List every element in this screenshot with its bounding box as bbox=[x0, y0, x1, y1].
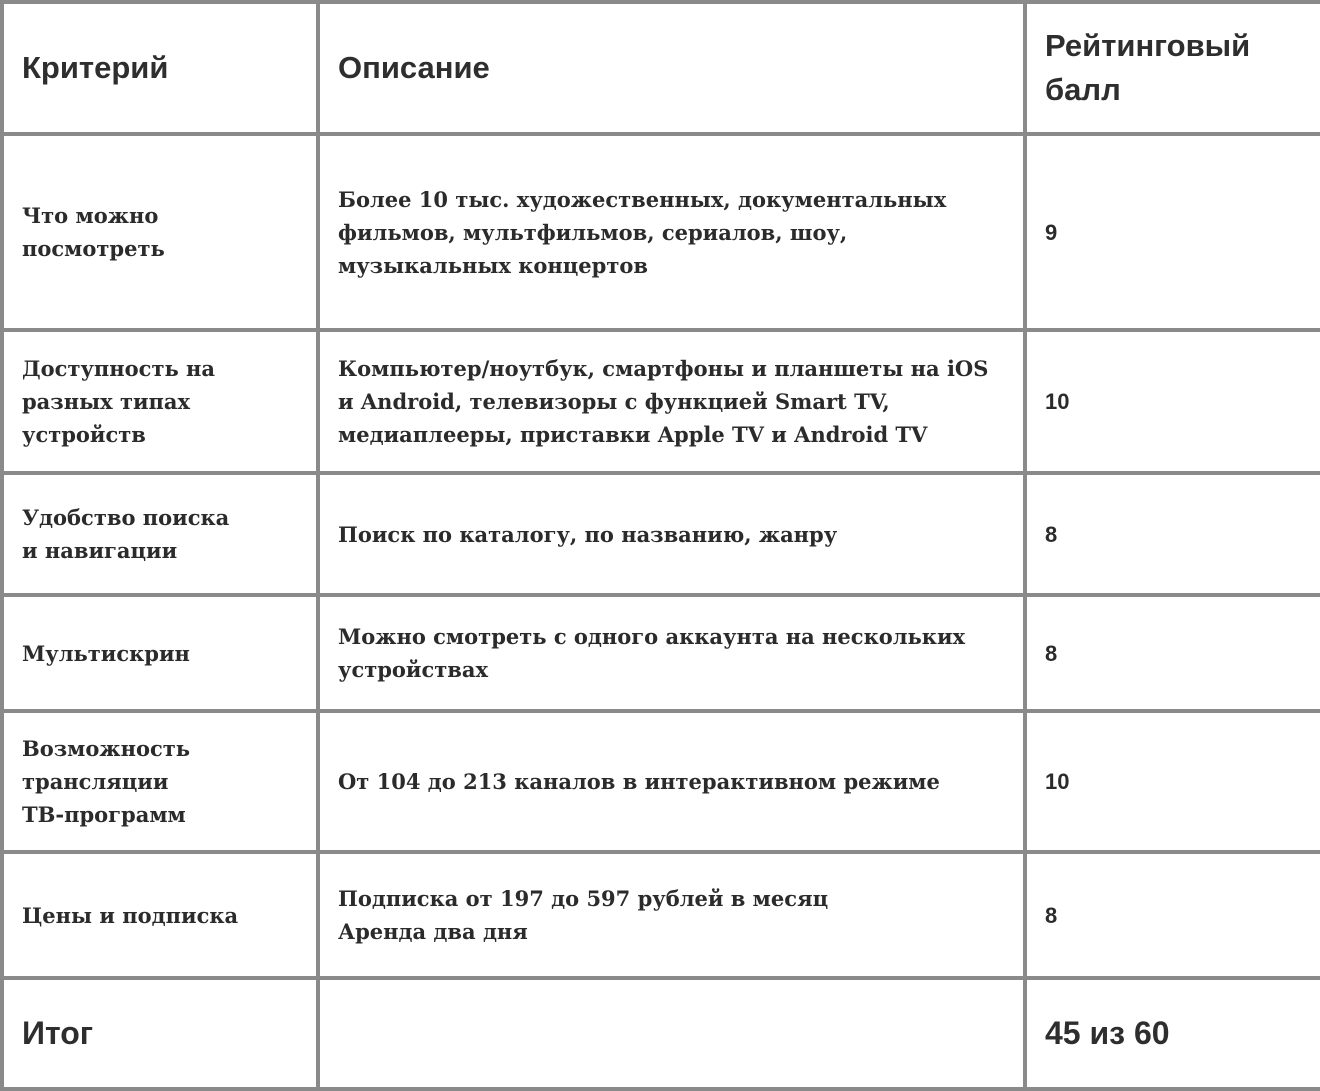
table-row bbox=[2, 595, 1320, 711]
total-row bbox=[2, 978, 1320, 1089]
total-score-cell: 45 из 60 bbox=[1025, 978, 1320, 1089]
description-cell: Можно смотреть с одного аккаунта на нескольких устройствах bbox=[318, 595, 1025, 711]
total-description-cell bbox=[318, 978, 1025, 1089]
table-row bbox=[2, 134, 1320, 330]
score-cell: 10 bbox=[1025, 330, 1320, 473]
header-criterion: Критерий bbox=[2, 2, 318, 134]
criterion-cell: Мультискрин bbox=[2, 595, 318, 711]
table-row bbox=[2, 330, 1320, 473]
score-cell: 8 bbox=[1025, 473, 1320, 595]
score-cell: 10 bbox=[1025, 711, 1320, 852]
description-cell: От 104 до 213 каналов в интерактивном режиме bbox=[318, 711, 1025, 852]
description-cell: Компьютер/ноутбук, смартфоны и планшеты на iOS и Android, телевизоры с функцией Smart TV, медиаплееры, приставки Apple TV и Android TV bbox=[318, 330, 1025, 473]
description-cell: Подписка от 197 до 597 рублей в месяц Аренда два дня bbox=[318, 852, 1025, 978]
table-header-row bbox=[2, 2, 1320, 134]
criterion-cell: Что можно посмотреть bbox=[2, 134, 318, 330]
score-cell: 9 bbox=[1025, 134, 1320, 330]
table-row bbox=[2, 711, 1320, 852]
table-row bbox=[2, 473, 1320, 595]
header-description: Описание bbox=[318, 2, 1025, 134]
description-cell: Более 10 тыс. художественных, документальных фильмов, мультфильмов, сериалов, шоу, музыкальных концертов bbox=[318, 134, 1025, 330]
score-cell: 8 bbox=[1025, 595, 1320, 711]
criterion-cell: Возможность трансляции ТВ-программ bbox=[2, 711, 318, 852]
criterion-cell: Цены и подписка bbox=[2, 852, 318, 978]
criterion-cell: Удобство поиска и навигации bbox=[2, 473, 318, 595]
table-row bbox=[2, 852, 1320, 978]
header-score: Рейтинговый балл bbox=[1025, 2, 1320, 134]
total-label-cell: Итог bbox=[2, 978, 318, 1089]
score-cell: 8 bbox=[1025, 852, 1320, 978]
description-cell: Поиск по каталогу, по названию, жанру bbox=[318, 473, 1025, 595]
criterion-cell: Доступность на разных типах устройств bbox=[2, 330, 318, 473]
